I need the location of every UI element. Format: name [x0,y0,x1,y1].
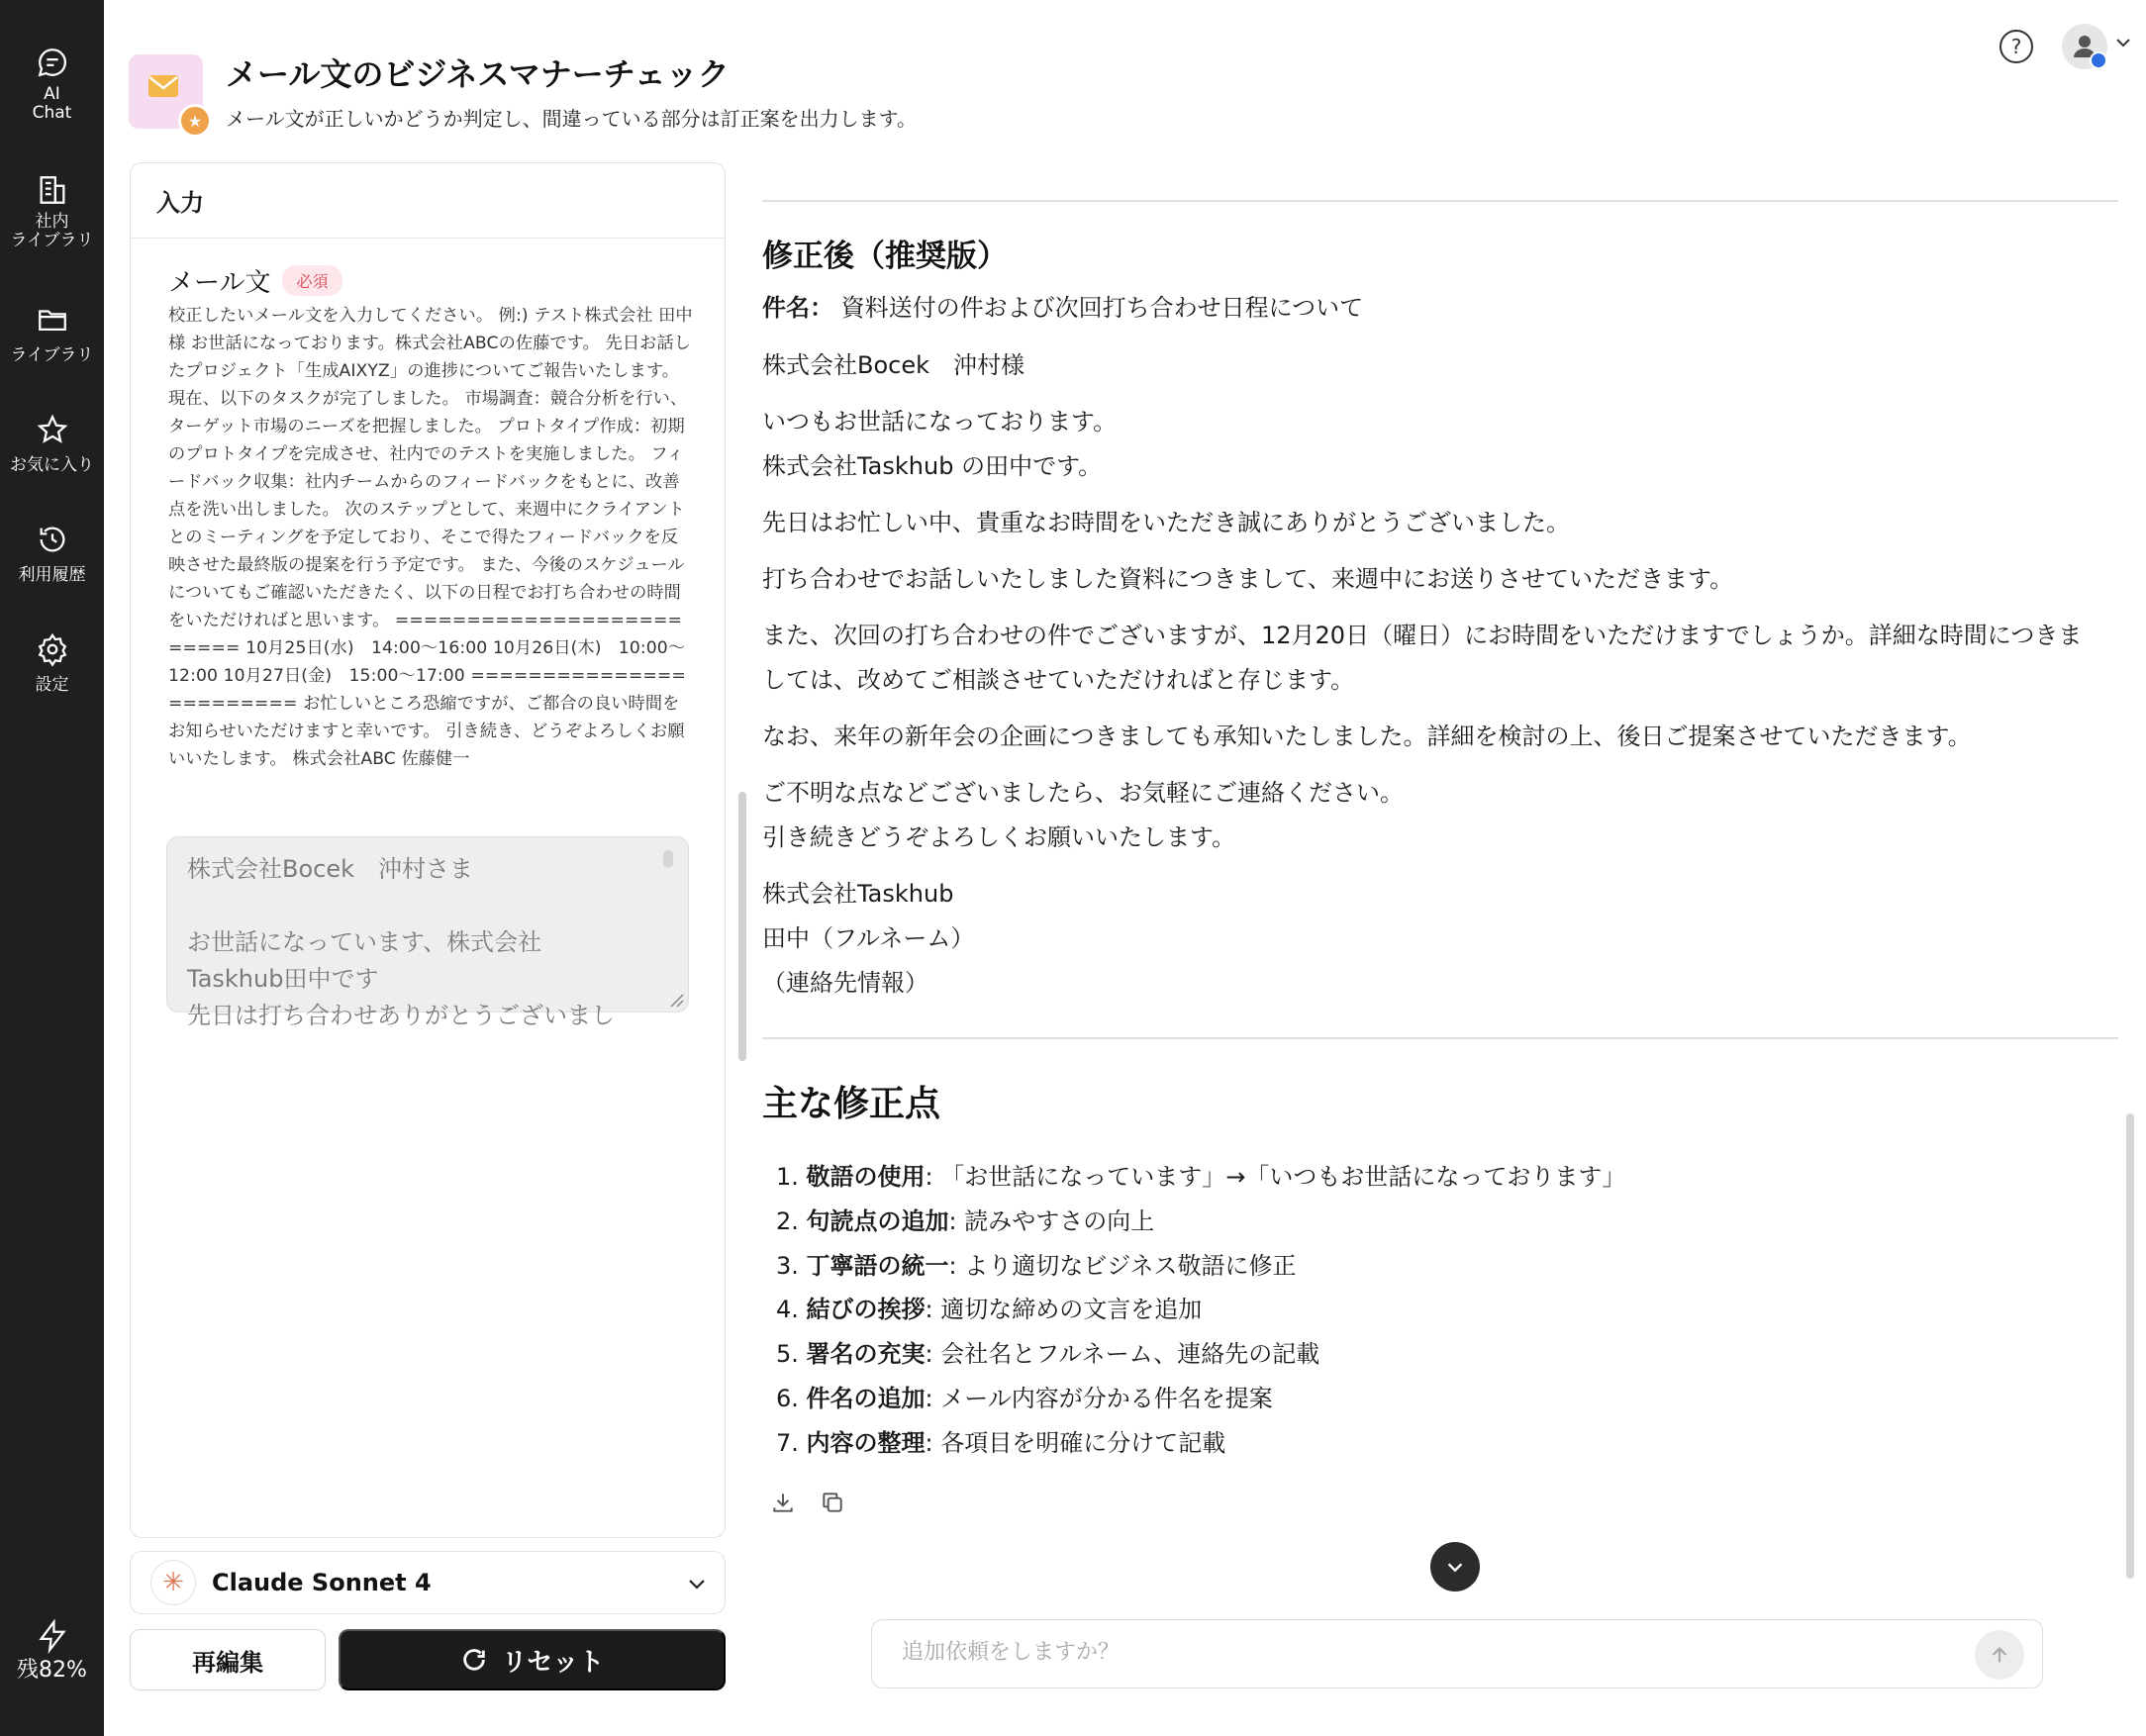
sidebar-item-settings[interactable] [0,632,104,695]
points-heading: 主な修正点 [762,1084,941,1124]
building-icon [36,173,69,207]
sidebar-item-library[interactable] [0,303,104,365]
remaining-label: 残82% [17,1658,87,1683]
sidebar-item-ai-chat[interactable] [0,46,104,123]
app-icon [129,54,203,129]
required-badge: 必須 [282,265,341,296]
followup-input-box [871,1619,2043,1688]
reset-button-label: リセット [501,1646,605,1677]
input-panel-heading: 入力 [131,163,725,239]
list-item [776,1332,1625,1377]
subject-label: 件名： [762,294,833,322]
panel-scrollbar[interactable] [738,792,746,1061]
list-number: 5. [776,1340,799,1369]
lightning-icon [36,1619,69,1653]
correction-points-list [776,1155,1625,1466]
help-icon[interactable]: ? [2000,30,2033,63]
sidebar-item-label: AI Chat [32,84,72,123]
sidebar-item-label: 利用履歴 [18,565,86,585]
list-number: 3. [776,1251,799,1280]
reset-button[interactable] [339,1629,726,1690]
list-item [776,1288,1625,1332]
point-title: 結びの挨拶 [806,1296,926,1324]
sidebar-item-label: 設定 [35,675,69,695]
chevron-down-icon [1444,1556,1466,1578]
point-title: 敬語の使用 [806,1163,926,1191]
revised-heading: 修正後（推奨版） [762,239,1008,274]
point-title: 内容の整理 [806,1428,926,1457]
list-item [776,1377,1625,1421]
model-select[interactable] [130,1551,726,1614]
claude-logo-icon: ✳ [150,1560,196,1605]
folder-icon [36,303,69,337]
body-paragraph-3b: しては、改めてご相談させていただければと存じます。 [762,666,1355,694]
divider [762,200,2118,202]
page-title: メール文のビジネスマナーチェック [226,55,730,93]
point-title: 署名の充実 [806,1340,926,1369]
point-text: : 会社名とフルネーム、連絡先の記載 [925,1340,1320,1369]
refresh-icon [460,1646,488,1674]
gear-icon [36,632,69,666]
resize-handle-icon[interactable] [667,991,685,1009]
settings-badge-icon [2090,51,2107,69]
input-panel [130,162,726,1538]
sidebar [0,0,104,1736]
copy-icon[interactable] [820,1490,845,1515]
list-number: 6. [776,1384,799,1412]
body-paragraph-4: なお、来年の新年会の企画につきましても承知いたしました。詳細を検討の上、後日ご提案させていただきます。 [762,723,1972,750]
point-text: : 各項目を明確に分けて記載 [925,1428,1226,1457]
subject-value: 資料送付の件および次回打ち合わせ日程について [840,294,1364,322]
point-title: 件名の追加 [806,1384,926,1412]
sidebar-item-label: ライブラリ [10,345,94,365]
list-number: 1. [776,1163,799,1191]
model-name: Claude Sonnet 4 [212,1569,432,1596]
body-paragraph-1: 先日はお忙しい中、貴重なお時間をいただき誠にありがとうございました。 [762,509,1570,536]
output-actions [770,1490,845,1515]
mail-icon [147,74,179,98]
send-button[interactable] [1975,1630,2024,1680]
sidebar-item-favorites[interactable] [0,413,104,475]
email-textarea[interactable]: 株式会社Bocek 沖村さま お世話になっています、株式会社 Taskhub田中です 先日は打ち合わせありがとうございまし [166,836,689,1013]
sidebar-item-label: 社内 ライブラリ [10,212,94,250]
list-item [776,1200,1625,1244]
sidebar-item-history[interactable] [0,523,104,585]
subject-line [762,288,1363,323]
point-title: 丁寧語の統一 [806,1251,949,1280]
sidebar-item-company-library[interactable] [0,173,104,250]
textarea-scrollbar[interactable] [663,850,673,868]
chevron-down-icon[interactable] [2114,34,2132,51]
remaining-credits [0,1619,104,1683]
history-icon [36,523,69,556]
closing-line-1: ご不明な点などございましたら、お気軽にご連絡ください。 [762,779,1404,807]
star-badge-icon: ★ [178,104,212,138]
divider [762,1037,2118,1039]
list-number: 4. [776,1296,799,1324]
output-scrollbar[interactable] [2126,1113,2134,1579]
point-title: 句読点の追加 [806,1206,949,1235]
point-text: : 読みやすさの向上 [948,1206,1155,1235]
closing-line-2: 引き続きどうぞよろしくお願いいたします。 [762,823,1236,851]
signature-line-1: 株式会社Taskhub [762,880,954,908]
list-item [776,1244,1625,1289]
list-number: 2. [776,1206,799,1235]
greeting-line-2: 株式会社Taskhub の田中です。 [762,452,1103,480]
list-number: 7. [776,1428,799,1457]
body-paragraph-3a: また、次回の打ち合わせの件でございますが、12月20日（曜日）にお時間をいただけますでしょうか。詳細な時間につきま [762,622,2083,649]
signature-line-2: 田中（フルネーム） [762,924,975,952]
scroll-down-button[interactable] [1430,1542,1480,1591]
signature-line-3: （連絡先情報） [762,969,928,997]
sidebar-item-label: お気に入り [10,455,94,475]
list-item [776,1421,1625,1466]
chat-bubble-icon [36,46,69,79]
page-subtitle: メール文が正しいかどうか判定し、間違っている部分は訂正案を出力します。 [226,107,917,131]
field-description: 校正したいメール文を入力してください。 例:) テスト株式会社 田中様 お世話になっております。株式会社ABCの佐藤です。 先日お話したプロジェクト「生成AIXYZ」の進捗についてご報告いたします。現在、以下のタスクが完了しました。 市場調査：競合分析を行い、ターゲット市場のニーズを把握しました。 プロトタイプ作成：初期のプロトタイプを完成させ、社内でのテストを実施しました。 フィードバック収集：社内チームからのフィードバックをもとに、改善点を洗い出しました。 次のステップとして、来週中にクライアントとのミーティングを予定しており、そこで得たフィードバックを反映させた最終版の提案を行う予定です。 また、今後のスケジュールについてもご確認いただきたく、以下の日程でお打ち合わせの時間をいただければと思います。 ========================= 10月25日(水) 14:00〜16:00 10月26日(木) 10:00〜12:00 10月27日(金) 15:00〜17:00 ======================== お忙しいところ恐縮ですが、ご都合の良い時間をお知らせいただけますと幸いです。 引き続き、どうぞよろしくお願いいたします。 株式会社ABC 佐藤健一 [168,306,693,769]
star-icon [36,413,69,446]
reedit-button[interactable]: 再編集 [130,1629,326,1690]
followup-input[interactable] [902,1640,1892,1665]
field-label: メール文 [168,268,271,298]
addressee: 株式会社Bocek 沖村様 [762,351,1025,379]
field-label-row [168,262,342,299]
point-text: : より適切なビジネス敬語に修正 [948,1251,1297,1280]
point-text: : 適切な締めの文言を追加 [925,1296,1203,1324]
arrow-up-icon [1989,1644,2010,1666]
point-text: : 「お世話になっています」→「いつもお世話になっております」 [925,1163,1626,1191]
body-paragraph-2: 打ち合わせでお話しいたしました資料につきまして、来週中にお送りさせていただきます。 [762,565,1734,593]
list-item [776,1155,1625,1200]
chevron-down-icon [687,1574,707,1593]
download-icon[interactable] [770,1490,796,1515]
greeting-line-1: いつもお世話になっております。 [762,408,1118,435]
point-text: : メール内容が分かる件名を提案 [925,1384,1273,1412]
